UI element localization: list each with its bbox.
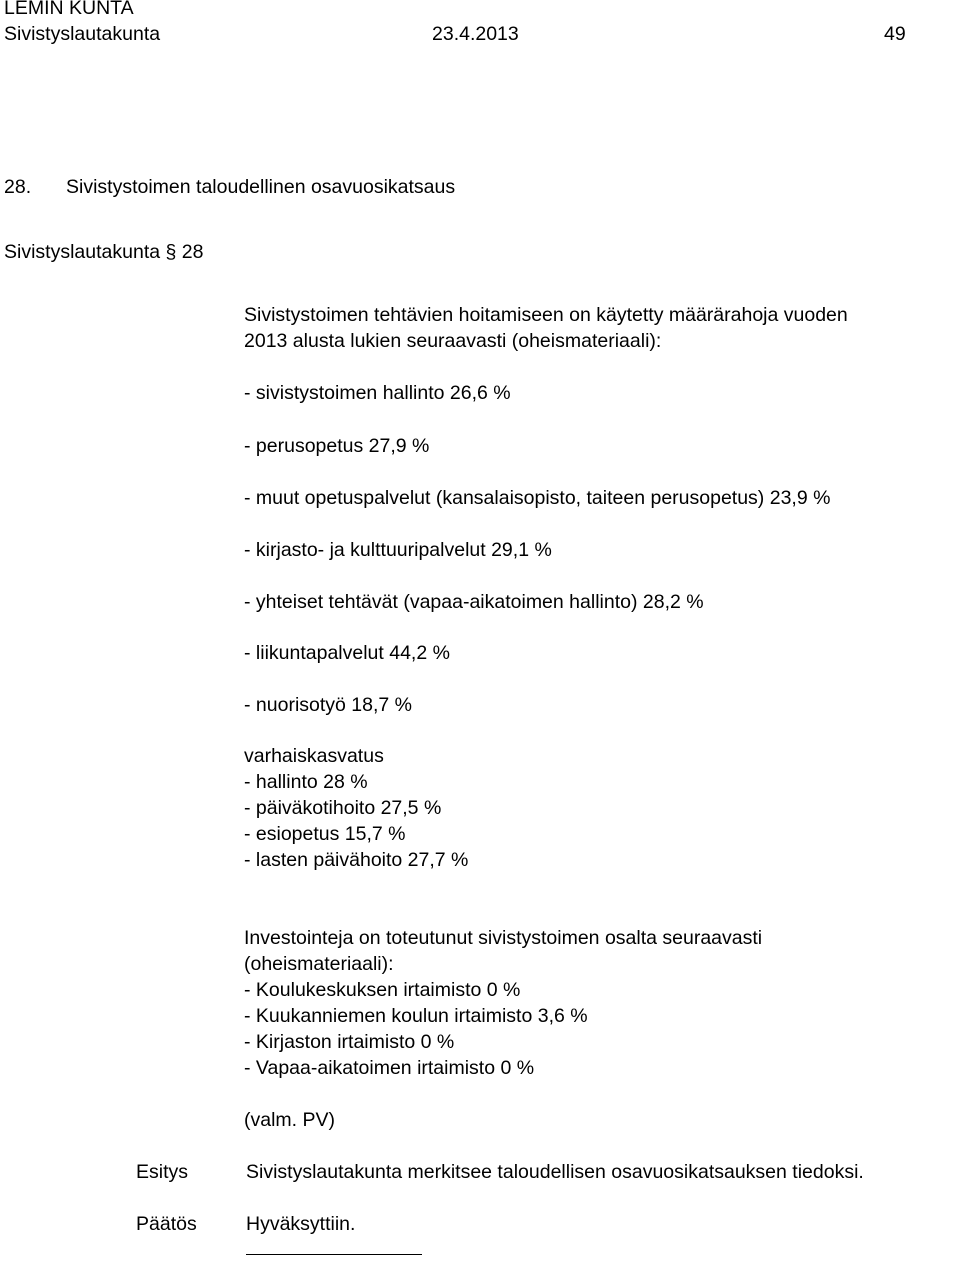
list-item: - muut opetuspalvelut (kansalaisopisto, taiteen perusopetus) 23,9 % xyxy=(244,487,831,509)
preparer-note: (valm. PV) xyxy=(244,1109,336,1131)
intro-line: Sivistystoimen tehtävien hoitamiseen on käytetty määrärahoja vuoden xyxy=(244,304,848,326)
signature-rule xyxy=(246,1254,422,1255)
meeting-date: 23.4.2013 xyxy=(432,23,519,45)
page-number: 49 xyxy=(884,23,906,45)
list-item: - nuorisotyö 18,7 % xyxy=(244,694,413,716)
list-item: - hallinto 28 % xyxy=(244,771,368,793)
decision-text: Hyväksyttiin. xyxy=(246,1213,356,1235)
early-education-heading: varhaiskasvatus xyxy=(244,745,384,767)
board-name: Sivistyslautakunta xyxy=(4,23,161,45)
proposal-text: Sivistyslautakunta merkitsee taloudellisen osavuosikatsauksen tiedoksi. xyxy=(246,1161,864,1183)
section-number: 28. xyxy=(4,176,32,198)
list-item: - Vapaa-aikatoimen irtaimisto 0 % xyxy=(244,1057,535,1079)
decision-label: Päätös xyxy=(136,1213,197,1235)
list-item: - esiopetus 15,7 % xyxy=(244,823,406,845)
list-item: - lasten päivähoito 27,7 % xyxy=(244,849,469,871)
list-item: - liikuntapalvelut 44,2 % xyxy=(244,642,450,664)
list-item: - sivistystoimen hallinto 26,6 % xyxy=(244,382,511,404)
list-item: - yhteiset tehtävät (vapaa-aikatoimen hallinto) 28,2 % xyxy=(244,591,704,613)
section-subheading: Sivistyslautakunta § 28 xyxy=(4,241,204,263)
list-item: - Kuukanniemen koulun irtaimisto 3,6 % xyxy=(244,1005,588,1027)
proposal-label: Esitys xyxy=(136,1161,189,1183)
intro-line: 2013 alusta lukien seuraavasti (oheismateriaali): xyxy=(244,330,662,352)
list-item: - kirjasto- ja kulttuuripalvelut 29,1 % xyxy=(244,539,552,561)
organization-name: LEMIN KUNTA xyxy=(4,0,134,19)
investments-intro-line: Investointeja on toteutunut sivistystoimen osalta seuraavasti xyxy=(244,927,763,949)
list-item: - perusopetus 27,9 % xyxy=(244,435,430,457)
list-item: - Kirjaston irtaimisto 0 % xyxy=(244,1031,455,1053)
section-title: Sivistystoimen taloudellinen osavuosikatsaus xyxy=(66,176,456,198)
list-item: - päiväkotihoito 27,5 % xyxy=(244,797,442,819)
list-item: - Koulukeskuksen irtaimisto 0 % xyxy=(244,979,521,1001)
investments-intro-line: (oheismateriaali): xyxy=(244,953,394,975)
